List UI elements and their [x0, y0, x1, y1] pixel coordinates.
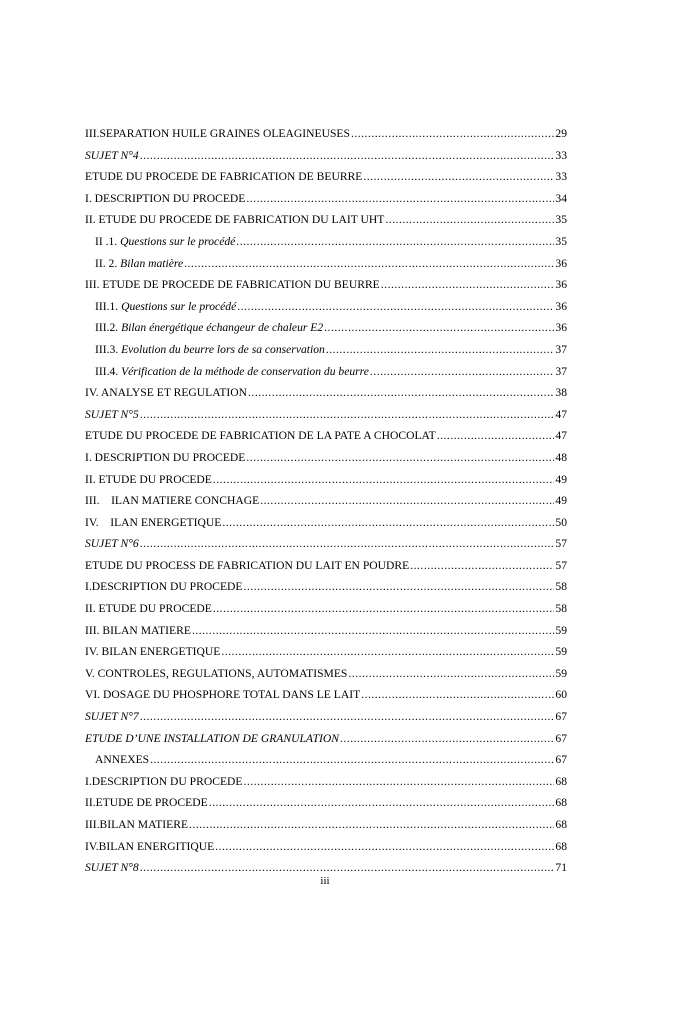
toc-entry-page: 49 — [555, 494, 567, 508]
toc-entry-title — [95, 339, 325, 361]
toc-entry-title: IV. ANALYSE ET REGULATION — [85, 386, 248, 400]
toc-entry[interactable] — [85, 490, 567, 512]
toc-dot-leader — [326, 339, 555, 361]
toc-entry-prefix: III.2. — [95, 321, 122, 335]
toc-entry-title: II. ETUDE DU PROCEDE — [85, 472, 212, 486]
toc-entry-title: ETUDE DU PROCESS DE FABRICATION DU LAIT EN POUDRE — [85, 558, 410, 572]
toc-entry-page: 36 — [555, 256, 567, 270]
toc-dot-leader — [236, 231, 554, 253]
toc-entry-title: I.DESCRIPTION DU PROCEDE — [85, 580, 243, 594]
toc-entry-page: 67 — [555, 731, 567, 745]
toc-entry-page: 38 — [555, 386, 567, 400]
toc-dot-leader — [361, 684, 554, 706]
toc-dot-leader — [340, 728, 554, 750]
toc-dot-leader — [246, 188, 554, 210]
toc-dot-leader — [351, 123, 554, 145]
toc-entry-page: 57 — [555, 537, 567, 551]
toc-entry-title: III. ILAN MATIERE CONCHAGE — [85, 494, 260, 508]
toc-entry-page: 35 — [555, 213, 567, 227]
toc-dot-leader — [192, 620, 554, 642]
toc-dot-leader — [140, 706, 555, 728]
toc-dot-leader — [237, 296, 554, 318]
toc-entry-title: SUJET N°8 — [85, 861, 139, 875]
toc-dot-leader — [244, 576, 555, 598]
toc-entry[interactable] — [85, 317, 567, 339]
toc-entry-page: 47 — [555, 429, 567, 443]
toc-entry[interactable] — [85, 555, 567, 577]
toc-entry-page: 37 — [555, 342, 567, 356]
toc-entry[interactable] — [85, 728, 567, 750]
toc-entry[interactable] — [85, 792, 567, 814]
toc-dot-leader — [184, 253, 554, 275]
toc-entry-page: 68 — [555, 839, 567, 853]
toc-dot-leader — [248, 382, 554, 404]
toc-entry-prefix: II .1. — [95, 234, 121, 248]
toc-entry-title: IV. ILAN ENERGETIQUE — [85, 515, 222, 529]
toc-dot-leader — [189, 814, 554, 836]
toc-entry-page: 57 — [555, 558, 567, 572]
toc-dot-leader — [215, 836, 554, 858]
toc-entry-title: SUJET N°4 — [85, 148, 139, 162]
toc-entry[interactable] — [85, 620, 567, 642]
toc-entry-text: Vérification de la méthode de conservation du beurre — [121, 364, 369, 378]
toc-entry[interactable] — [85, 425, 567, 447]
page-number: iii — [320, 875, 330, 887]
toc-entry-title: I. DESCRIPTION DU PROCEDE — [85, 191, 246, 205]
toc-entry-title: SUJET N°6 — [85, 537, 139, 551]
toc-dot-leader — [209, 792, 555, 814]
toc-entry-page: 67 — [555, 753, 567, 767]
toc-entry-title: SUJET N°7 — [85, 710, 139, 724]
toc-entry[interactable] — [85, 123, 567, 145]
toc-entry[interactable] — [85, 598, 567, 620]
toc-entry[interactable] — [85, 512, 567, 534]
toc-entry-page: 33 — [555, 148, 567, 162]
toc-entry[interactable] — [85, 166, 567, 188]
toc-entry-title: I. DESCRIPTION DU PROCEDE — [85, 450, 246, 464]
toc-entry-title: III.SEPARATION HUILE GRAINES OLEAGINEUSES — [85, 127, 350, 140]
toc-dot-leader — [437, 425, 555, 447]
toc-entry[interactable] — [85, 188, 567, 210]
toc-entry-page: 47 — [555, 407, 567, 421]
toc-entry-title: II.ETUDE DE PROCEDE — [85, 796, 208, 810]
toc-entry-page: 68 — [555, 774, 567, 788]
toc-entry-title — [95, 296, 236, 318]
toc-entry-page: 50 — [555, 515, 567, 529]
toc-dot-leader — [140, 533, 555, 555]
toc-entry-text: Questions sur le procédé — [120, 234, 236, 248]
toc-entry[interactable] — [85, 447, 567, 469]
toc-entry-page: 59 — [555, 645, 567, 659]
toc-entry[interactable] — [85, 706, 567, 728]
toc-dot-leader — [260, 490, 554, 512]
toc-entry[interactable] — [85, 771, 567, 793]
toc-entry-page: 59 — [555, 623, 567, 637]
toc-dot-leader — [410, 555, 554, 577]
toc-dot-leader — [348, 663, 554, 685]
toc-entry-title: IV. BILAN ENERGETIQUE — [85, 645, 221, 659]
toc-entry[interactable] — [85, 814, 567, 836]
toc-entry-prefix: III.4. — [95, 364, 122, 378]
toc-entry-title — [95, 231, 235, 253]
table-of-contents — [85, 123, 567, 879]
toc-dot-leader — [381, 274, 555, 296]
toc-dot-leader — [363, 166, 554, 188]
toc-entry[interactable] — [85, 361, 567, 383]
toc-entry-title — [95, 253, 183, 275]
toc-dot-leader — [370, 361, 555, 383]
toc-entry-page: 58 — [555, 602, 567, 616]
toc-entry-page: 71 — [555, 861, 567, 875]
toc-entry-page: 36 — [555, 321, 567, 335]
toc-entry[interactable] — [85, 749, 567, 771]
toc-entry-title: III. ETUDE DE PROCEDE DE FABRICATION DU BEURRE — [85, 278, 380, 292]
toc-entry[interactable] — [85, 231, 567, 253]
toc-entry-title: I.DESCRIPTION DU PROCEDE — [85, 774, 243, 788]
toc-entry-prefix: II. 2. — [95, 256, 121, 270]
toc-entry-prefix: III.1. — [95, 299, 122, 313]
toc-entry[interactable] — [85, 663, 567, 685]
toc-entry-text: Bilan matière — [120, 256, 184, 270]
toc-entry[interactable] — [85, 836, 567, 858]
toc-entry-page: 48 — [555, 450, 567, 464]
toc-entry-title: II. ETUDE DU PROCEDE DE FABRICATION DU LAIT UHT — [85, 213, 385, 227]
toc-entry-page: 36 — [555, 278, 567, 292]
toc-entry-page: 68 — [555, 818, 567, 831]
toc-dot-leader — [246, 447, 554, 469]
toc-entry-title: VI. DOSAGE DU PHOSPHORE TOTAL DANS LE LAIT — [85, 688, 361, 702]
toc-entry[interactable] — [85, 382, 567, 404]
toc-dot-leader — [150, 749, 554, 771]
toc-entry-page: 58 — [555, 580, 567, 594]
toc-entry-title: II. ETUDE DU PROCEDE — [85, 602, 212, 616]
toc-dot-leader — [385, 209, 554, 231]
toc-dot-leader — [140, 145, 555, 167]
toc-entry-text: Evolution du beurre lors de sa conservation — [121, 342, 325, 356]
toc-entry[interactable] — [85, 209, 567, 231]
toc-entry[interactable] — [85, 145, 567, 167]
toc-entry-page: 33 — [555, 170, 567, 184]
toc-entry-page: 67 — [555, 710, 567, 724]
toc-entry-title: ETUDE DU PROCEDE DE FABRICATION DE LA PATE A CHOCOLAT — [85, 429, 436, 443]
toc-entry-page: 59 — [555, 666, 567, 680]
toc-entry[interactable] — [85, 253, 567, 275]
toc-entry-title — [95, 361, 369, 383]
toc-dot-leader — [140, 404, 555, 426]
toc-entry-title: ETUDE DU PROCEDE DE FABRICATION DE BEURRE — [85, 170, 363, 184]
toc-dot-leader — [222, 512, 554, 534]
toc-dot-leader — [324, 317, 554, 339]
toc-entry-title: V. CONTROLES, REGULATIONS, AUTOMATISMES — [85, 666, 348, 680]
toc-entry-page: 49 — [555, 472, 567, 486]
toc-entry[interactable] — [85, 533, 567, 555]
toc-entry-title: SUJET N°5 — [85, 407, 139, 421]
toc-entry-title: ETUDE D’UNE INSTALLATION DE GRANULATION — [85, 731, 340, 745]
toc-dot-leader — [213, 469, 555, 491]
toc-entry-page: 36 — [555, 299, 567, 313]
toc-entry-title: III.BILAN MATIERE — [85, 818, 189, 831]
toc-entry-prefix: III.3. — [95, 342, 122, 356]
toc-entry-title — [95, 317, 323, 339]
toc-entry-page: 68 — [555, 796, 567, 810]
toc-entry-page: 29 — [555, 127, 567, 140]
toc-entry-page: 37 — [555, 364, 567, 378]
toc-entry-title: ANNEXES — [95, 753, 150, 767]
toc-entry-text: Questions sur le procédé — [121, 299, 237, 313]
toc-dot-leader — [213, 598, 555, 620]
toc-entry[interactable] — [85, 469, 567, 491]
toc-dot-leader — [244, 771, 555, 793]
toc-dot-leader — [221, 641, 554, 663]
toc-entry[interactable] — [85, 339, 567, 361]
toc-entry[interactable] — [85, 576, 567, 598]
toc-entry-page: 34 — [555, 191, 567, 205]
toc-entry[interactable] — [85, 274, 567, 296]
toc-entry[interactable] — [85, 296, 567, 318]
toc-entry-page: 35 — [555, 234, 567, 248]
toc-entry[interactable] — [85, 404, 567, 426]
toc-entry[interactable] — [85, 684, 567, 706]
toc-entry-text: Bilan énergétique échangeur de chaleur E2 — [121, 321, 324, 335]
toc-entry[interactable] — [85, 641, 567, 663]
toc-entry-title: IV.BILAN ENERGITIQUE — [85, 839, 215, 853]
toc-entry-title: III. BILAN MATIERE — [85, 623, 191, 637]
toc-entry-page: 60 — [555, 688, 567, 702]
